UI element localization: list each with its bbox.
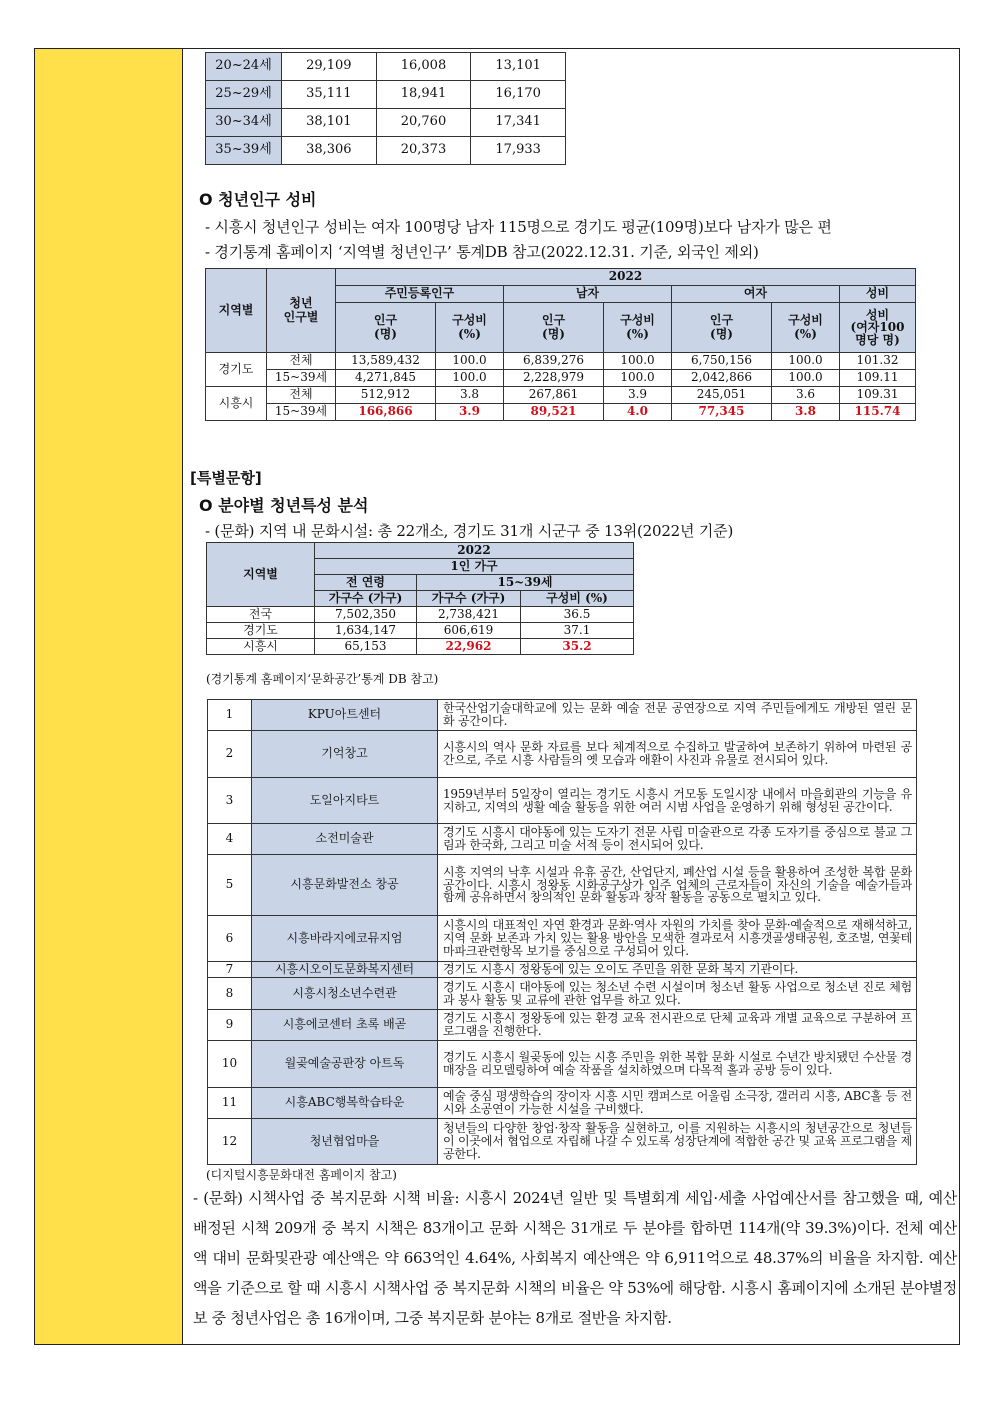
table-cell: 3.6 xyxy=(772,387,840,404)
table-cell: 109.31 xyxy=(840,387,916,404)
table-row xyxy=(207,623,634,639)
table-row xyxy=(208,916,917,962)
table-row xyxy=(207,607,634,623)
table-cell: 2,228,979 xyxy=(504,370,604,387)
table-cell: 100.0 xyxy=(436,353,504,370)
header-cell: 15~39세 xyxy=(417,575,634,591)
row-number: 5 xyxy=(208,855,252,916)
bullet-text: - (문화) 지역 내 문화시설: 총 22개소, 경기도 31개 시군구 중 13위(2022년 기준) xyxy=(205,522,734,540)
age-cell: 35~39세 xyxy=(206,137,282,165)
household-table xyxy=(206,542,634,655)
source-note: (디지털시흥문화대전 홈페이지 참고) xyxy=(206,1168,397,1182)
body-paragraph: - (문화) 시책사업 중 복지문화 시책 비율: 시흥시 2024년 일반 및 특별회계 세입·세출 사업예산서를 참고했을 때, 예산 배정된 시책 209개 중 복지 시책은 83개이고 문화 시책은 31개로 두 분야를 합하면 114개(약 39.3%)이다. 전체 예산액 대비 문화및관광 예산액은 약 663억인 4.64%, 사회복지 예산액은 약 6,911억으로 48.37%의 비율을 차지함. 예산액을 기준으로 할 때 시흥시 시책사업 중 복지문화 시책의 비율은 약 53%에 해당함. 시흥시 홈페이지에 소개된 분야별정보 중 청년사업은 총 16개이며, 그중 복지문화 분야는 8개로 절반을 차지함. xyxy=(193,1189,957,1327)
content-area xyxy=(185,49,959,1344)
table-cell: 65,153 xyxy=(315,639,417,655)
facility-name: 기억창고 xyxy=(252,731,438,778)
table-cell: 16,008 xyxy=(376,53,471,81)
facility-description: 시흥 지역의 낙후 시설과 유휴 공간, 산업단지, 폐산업 시설 등을 활용하여 조성한 복합 문화 공간이다. 시흥시 정왕동 시화공구상가 입주 업체의 근로자들이 자신의 기술을 예술가들과 함께 공유하면서 창의적인 문화 활동과 창작 활동을 공동으로 펼치고 있다. xyxy=(438,855,917,916)
table-row xyxy=(208,978,917,1010)
highlight-cell: 4.0 xyxy=(604,404,672,421)
table-cell: 512,912 xyxy=(336,387,436,404)
table-cell: 36.5 xyxy=(521,607,634,623)
table-row xyxy=(208,824,917,855)
table-cell: 100.0 xyxy=(604,353,672,370)
table-cell: 2,738,421 xyxy=(417,607,521,623)
highlight-cell: 22,962 xyxy=(417,639,521,655)
table-cell: 29,109 xyxy=(282,53,377,81)
table-cell: 3.8 xyxy=(436,387,504,404)
table-cell: 6,750,156 xyxy=(672,353,772,370)
table-row xyxy=(206,109,566,137)
row-number: 10 xyxy=(208,1041,252,1088)
bullet-text: - 시흥시 청년인구 성비는 여자 100명당 남자 115명으로 경기도 평균(109명)보다 남자가 많은 편 xyxy=(205,218,832,236)
table-cell: 38,101 xyxy=(282,109,377,137)
header-cell: 가구수 (가구) xyxy=(417,591,521,607)
region-cell: 시흥시 xyxy=(206,387,267,421)
highlight-cell: 3.9 xyxy=(436,404,504,421)
table-cell: 100.0 xyxy=(436,370,504,387)
header-cell: 1인 가구 xyxy=(315,559,634,575)
highlight-cell: 166,866 xyxy=(336,404,436,421)
table-cell: 37.1 xyxy=(521,623,634,639)
table-cell: 20,760 xyxy=(376,109,471,137)
special-label: [특별문항] xyxy=(190,469,262,487)
facility-description: 시흥시의 역사 문화 자료를 보다 체계적으로 수집하고 발굴하여 보존하기 위하여 마련된 공간으로, 주로 시흥 사람들의 옛 모습과 애환이 사진과 유물로 전시되어 있다. xyxy=(438,731,917,778)
table-cell: 4,271,845 xyxy=(336,370,436,387)
table-row xyxy=(207,639,634,655)
table-row xyxy=(206,137,566,165)
facility-name: 월곶예술공판장 아트독 xyxy=(252,1041,438,1088)
table-cell: 1,634,147 xyxy=(315,623,417,639)
table-cell: 13,589,432 xyxy=(336,353,436,370)
facility-name: KPU아트센터 xyxy=(252,700,438,731)
header-cell: 지역별 xyxy=(206,269,267,353)
header-cell: 주민등록인구 xyxy=(336,286,504,303)
table-cell: 전국 xyxy=(207,607,315,623)
table-cell: 100.0 xyxy=(772,353,840,370)
header-cell: 인구 (명) xyxy=(672,303,772,353)
facility-description: 1959년부터 5일장이 열리는 경기도 시흥시 거모동 도일시장 내에서 마을회관의 기능을 유지하고, 지역의 생활 예술 활동을 위한 여러 시범 사업을 운영하기 위해 형성된 공간이다. xyxy=(438,778,917,824)
facility-name: 소전미술관 xyxy=(252,824,438,855)
table-cell: 100.0 xyxy=(772,370,840,387)
table-cell: 606,619 xyxy=(417,623,521,639)
table-cell: 17,341 xyxy=(471,109,566,137)
header-cell: 인구 (명) xyxy=(336,303,436,353)
table-cell: 100.0 xyxy=(604,370,672,387)
header-cell: 인구 (명) xyxy=(504,303,604,353)
table-cell: 15~39세 xyxy=(267,404,336,421)
header-cell: 성비 (여자100 명당 명) xyxy=(840,303,916,353)
header-cell: 청년 인구별 xyxy=(267,269,336,353)
row-number: 9 xyxy=(208,1010,252,1041)
facility-description: 예술 중심 평생학습의 장이자 시흥 시민 캠퍼스로 어울림 소극장, 갤러리 시흥, ABC홀 등 전시와 소공연이 가능한 시설을 구비했다. xyxy=(438,1088,917,1119)
table-cell: 13,101 xyxy=(471,53,566,81)
highlight-cell: 77,345 xyxy=(672,404,772,421)
row-number: 7 xyxy=(208,962,252,978)
table-cell: 경기도 xyxy=(207,623,315,639)
header-cell: 지역별 xyxy=(207,543,315,607)
facility-name: 시흥ABC행복학습타운 xyxy=(252,1088,438,1119)
facilities-table xyxy=(207,699,917,1165)
table-row xyxy=(208,1010,917,1041)
row-number: 4 xyxy=(208,824,252,855)
table-cell: 35,111 xyxy=(282,81,377,109)
row-number: 11 xyxy=(208,1088,252,1119)
table-cell: 2,042,866 xyxy=(672,370,772,387)
facility-description: 경기도 시흥시 대야동에 있는 도자기 전문 사립 미술관으로 각종 도자기를 중심으로 불교 그림과 한국화, 그리고 미술 서적 등이 전시되어 있다. xyxy=(438,824,917,855)
table-row xyxy=(208,1041,917,1088)
table-row xyxy=(208,1088,917,1119)
table-cell: 3.9 xyxy=(604,387,672,404)
age-table xyxy=(205,52,566,165)
table-cell: 15~39세 xyxy=(267,370,336,387)
header-cell: 성비 xyxy=(840,286,916,303)
header-cell: 여자 xyxy=(672,286,840,303)
header-cell: 가구수 (가구) xyxy=(315,591,417,607)
facility-description: 시흥시의 대표적인 자연 환경과 문화·역사 자원의 가치를 찾아 문화·예술적으로 재해석하고, 지역 문화 보존과 가치 있는 활용 방안을 모색한 결과로서 시흥갯골생태공원, 호조벌, 연꽃테마파크관련항목 보기를 중심으로 구성되어 있다. xyxy=(438,916,917,962)
row-number: 6 xyxy=(208,916,252,962)
facility-description: 경기도 시흥시 정왕동에 있는 오이도 주민을 위한 문화 복지 기관이다. xyxy=(438,962,917,978)
table-cell: 267,861 xyxy=(504,387,604,404)
table-cell: 18,941 xyxy=(376,81,471,109)
row-number: 2 xyxy=(208,731,252,778)
table-cell: 전체 xyxy=(267,387,336,404)
yellow-sidebar xyxy=(35,49,183,1344)
source-note: (경기통계 홈페이지‘문화공간’통계 DB 참고) xyxy=(206,672,439,686)
age-cell: 20~24세 xyxy=(206,53,282,81)
facility-name: 시흥시오이도문화복지센터 xyxy=(252,962,438,978)
highlight-cell: 3.8 xyxy=(772,404,840,421)
table-cell: 245,051 xyxy=(672,387,772,404)
row-number: 12 xyxy=(208,1119,252,1165)
facility-name: 시흥문화발전소 창공 xyxy=(252,855,438,916)
table-row xyxy=(206,404,916,421)
facility-name: 도일아지타트 xyxy=(252,778,438,824)
table-cell: 7,502,350 xyxy=(315,607,417,623)
page-frame xyxy=(34,48,960,1345)
header-cell: 구성비 (%) xyxy=(521,591,634,607)
facility-name: 시흥바라지에코뮤지엄 xyxy=(252,916,438,962)
header-cell: 구성비 (%) xyxy=(436,303,504,353)
table-row xyxy=(206,53,566,81)
facility-description: 경기도 시흥시 대야동에 있는 청소년 수련 시설이며 청소년 활동 사업으로 청소년 진로 체험과 봉사 활동 및 교류에 관한 업무를 하고 있다. xyxy=(438,978,917,1010)
age-cell: 25~29세 xyxy=(206,81,282,109)
highlight-cell: 35.2 xyxy=(521,639,634,655)
section-heading: O 청년인구 성비 xyxy=(199,190,317,209)
sex-ratio-table xyxy=(205,268,916,421)
header-cell: 구성비 (%) xyxy=(772,303,840,353)
table-cell: 38,306 xyxy=(282,137,377,165)
age-cell: 30~34세 xyxy=(206,109,282,137)
region-cell: 경기도 xyxy=(206,353,267,387)
facility-description: 청년들의 다양한 창업·창작 활동을 실현하고, 이를 지원하는 시흥시의 청년공간으로 청년들이 이곳에서 협업으로 자립해 나갈 수 있도록 성장단계에 적합한 공간 및 교육 프로그램을 제공한다. xyxy=(438,1119,917,1165)
table-cell: 101.32 xyxy=(840,353,916,370)
table-row xyxy=(208,1119,917,1165)
highlight-cell: 115.74 xyxy=(840,404,916,421)
table-cell: 17,933 xyxy=(471,137,566,165)
table-row xyxy=(208,962,917,978)
facility-description: 경기도 시흥시 월곶동에 있는 시흥 주민을 위한 복합 문화 시설로 수년간 방치됐던 수산물 경매장을 리모델링하여 예술 작품을 설치하였으며 다목적 홀과 공방 등이 있다. xyxy=(438,1041,917,1088)
facility-name: 시흥시청소년수련관 xyxy=(252,978,438,1010)
highlight-cell: 89,521 xyxy=(504,404,604,421)
facility-name: 청년협업마을 xyxy=(252,1119,438,1165)
table-row xyxy=(208,855,917,916)
header-cell: 2022 xyxy=(315,543,634,559)
table-row xyxy=(206,353,916,370)
table-cell: 6,839,276 xyxy=(504,353,604,370)
facility-name: 시흥에코센터 초록 배곧 xyxy=(252,1010,438,1041)
row-number: 3 xyxy=(208,778,252,824)
header-cell: 구성비 (%) xyxy=(604,303,672,353)
header-cell: 남자 xyxy=(504,286,672,303)
facility-description: 한국산업기술대학교에 있는 문화 예술 전문 공연장으로 지역 주민들에게도 개방된 열린 문화 공간이다. xyxy=(438,700,917,731)
table-cell: 16,170 xyxy=(471,81,566,109)
table-row xyxy=(208,700,917,731)
row-number: 1 xyxy=(208,700,252,731)
table-row xyxy=(208,778,917,824)
bullet-text: - 경기통계 홈페이지 ‘지역별 청년인구’ 통계DB 참고(2022.12.31. 기준, 외국인 제외) xyxy=(205,243,759,261)
table-row xyxy=(208,731,917,778)
facility-description: 경기도 시흥시 정왕동에 있는 환경 교육 전시관으로 단체 교육과 개별 교육으로 구분하여 프로그램을 진행한다. xyxy=(438,1010,917,1041)
section-heading: O 분야별 청년특성 분석 xyxy=(199,496,369,515)
table-row xyxy=(206,81,566,109)
table-row xyxy=(206,387,916,404)
table-cell: 20,373 xyxy=(376,137,471,165)
table-cell: 109.11 xyxy=(840,370,916,387)
row-number: 8 xyxy=(208,978,252,1010)
header-cell: 2022 xyxy=(336,269,916,286)
header-cell: 전 연령 xyxy=(315,575,417,591)
table-row xyxy=(206,370,916,387)
table-cell: 시흥시 xyxy=(207,639,315,655)
table-cell: 전체 xyxy=(267,353,336,370)
